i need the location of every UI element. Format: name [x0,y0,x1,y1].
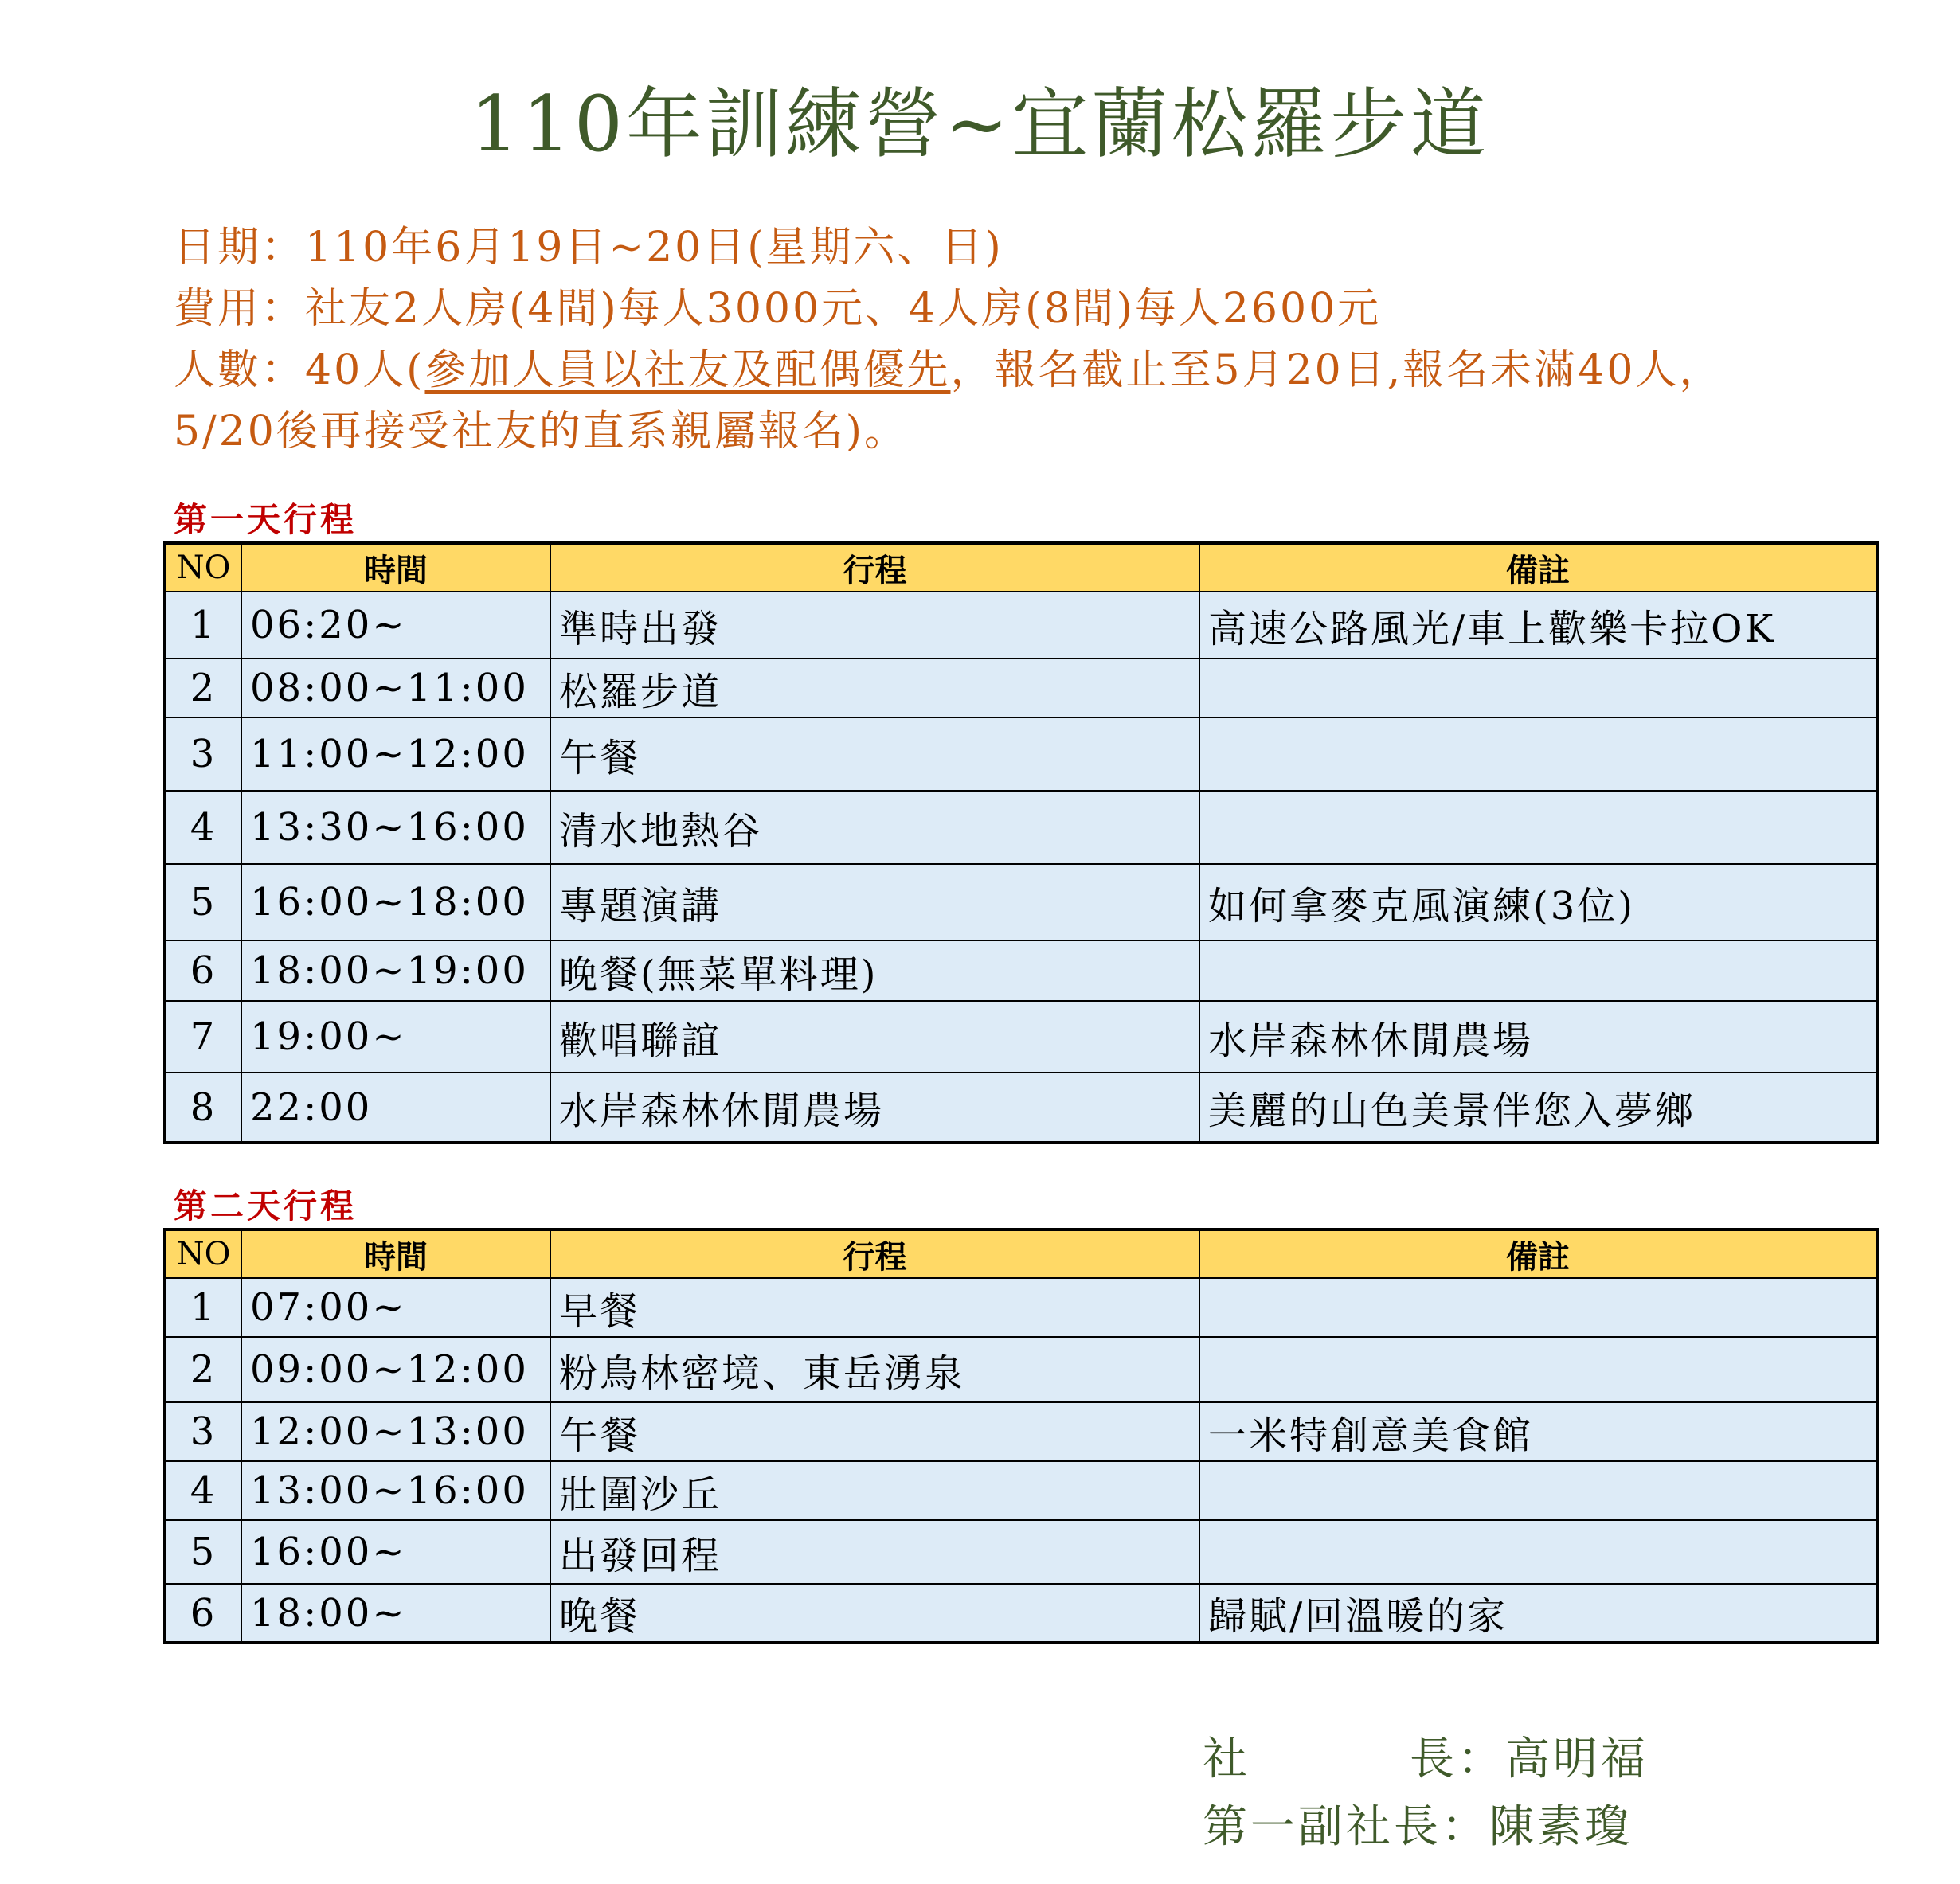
table-row [165,659,1877,717]
col-time-header: 時間 [241,1229,550,1278]
info-count [174,336,1723,396]
table-row [165,1461,1877,1520]
row-item: 清水地熱谷 [550,791,1199,864]
vice-name: 陳素瓊 [1489,1801,1633,1853]
row-time: 09:00~12:00 [241,1337,550,1402]
row-no: 3 [165,1402,241,1461]
row-no: 4 [165,791,241,864]
row-time: 16:00~18:00 [241,864,550,940]
table-row [165,791,1877,864]
day1-header-row [165,543,1877,592]
info-date: 日期：110年6月19日~20日(星期六、日) [174,224,1003,272]
row-item: 晚餐 [550,1584,1199,1643]
row-no: 1 [165,1278,241,1337]
row-note [1199,940,1877,1001]
row-time: 08:00~11:00 [241,659,550,717]
row-item: 專題演講 [550,864,1199,940]
day1-table [163,541,1879,1144]
table-row [165,1337,1877,1402]
row-time: 13:30~16:00 [241,791,550,864]
table-row [165,1073,1877,1143]
row-time: 18:00~19:00 [241,940,550,1001]
row-no: 6 [165,1584,241,1643]
row-note [1199,1337,1877,1402]
row-item: 歡唱聯誼 [550,1001,1199,1073]
row-note: 一米特創意美食館 [1199,1402,1877,1461]
row-no: 6 [165,940,241,1001]
table-row [165,1584,1877,1643]
row-note: 美麗的山色美景伴您入夢鄉 [1199,1073,1877,1143]
row-note: 高速公路風光/車上歡樂卡拉OK [1199,592,1877,659]
info-count-line2: 5/20後再接受社友的直系親屬報名)。 [174,408,909,455]
row-item: 水岸森林休閒農場 [550,1073,1199,1143]
table-row [165,864,1877,940]
row-item: 午餐 [550,717,1199,791]
row-item: 出發回程 [550,1520,1199,1584]
table-row [165,940,1877,1001]
row-note [1199,791,1877,864]
president-name: 高明福 [1505,1734,1649,1785]
col-itinerary-header: 行程 [550,1229,1199,1278]
col-no-header: NO [165,1229,241,1278]
vice-title: 第一副社長： [1203,1801,1489,1853]
row-no: 4 [165,1461,241,1520]
col-note-header: 備註 [1199,1229,1877,1278]
row-time: 16:00~ [241,1520,550,1584]
row-no: 1 [165,592,241,659]
row-item: 準時出發 [550,592,1199,659]
info-count-priority: 參加人員以社友及配偶優先 [424,346,951,394]
info-fee: 費用：社友2人房(4間)每人3000元、4人房(8間)每人2600元 [174,285,1382,333]
row-no: 8 [165,1073,241,1143]
row-note: 歸賦/回溫暖的家 [1199,1584,1877,1643]
table-row [165,1001,1877,1073]
row-item: 粉鳥林密境、東岳湧泉 [550,1337,1199,1402]
day2-table [163,1228,1879,1644]
info-count-suffix: ，報名截止至5月20日,報名未滿40人， [950,346,1723,394]
row-note [1199,1278,1877,1337]
row-time: 07:00~ [241,1278,550,1337]
col-note-header: 備註 [1199,543,1877,592]
row-note [1199,1461,1877,1520]
row-item: 午餐 [550,1402,1199,1461]
signature-vice-president [1203,1792,1633,1855]
row-note [1199,717,1877,791]
row-item: 松羅步道 [550,659,1199,717]
page-title: 110年訓練營~宜蘭松羅步道 [470,80,1490,169]
col-itinerary-header: 行程 [550,543,1199,592]
row-time: 22:00 [241,1073,550,1143]
president-title-b: 長： [1410,1734,1505,1785]
day2-header-row [165,1229,1877,1278]
row-no: 2 [165,1337,241,1402]
signature-president [1203,1724,1649,1788]
day2-label: 第二天行程 [174,1186,358,1225]
col-no-header: NO [165,543,241,592]
row-no: 2 [165,659,241,717]
table-row [165,1402,1877,1461]
row-time: 12:00~13:00 [241,1402,550,1461]
col-time-header: 時間 [241,543,550,592]
row-time: 06:20~ [241,592,550,659]
table-row [165,717,1877,791]
row-item: 壯圍沙丘 [550,1461,1199,1520]
row-time: 19:00~ [241,1001,550,1073]
president-title-a: 社 [1203,1734,1250,1785]
row-note: 如何拿麥克風演練(3位) [1199,864,1877,940]
row-no: 5 [165,1520,241,1584]
row-no: 7 [165,1001,241,1073]
row-no: 5 [165,864,241,940]
table-row [165,1278,1877,1337]
table-row [165,592,1877,659]
day1-label: 第一天行程 [174,500,358,539]
row-no: 3 [165,717,241,791]
row-item: 早餐 [550,1278,1199,1337]
row-note: 水岸森林休閒農場 [1199,1001,1877,1073]
row-time: 18:00~ [241,1584,550,1643]
info-count-prefix: 人數：40人( [174,346,425,394]
table-row [165,1520,1877,1584]
row-note [1199,1520,1877,1584]
row-time: 11:00~12:00 [241,717,550,791]
row-time: 13:00~16:00 [241,1461,550,1520]
row-item: 晚餐(無菜單料理) [550,940,1199,1001]
row-note [1199,659,1877,717]
